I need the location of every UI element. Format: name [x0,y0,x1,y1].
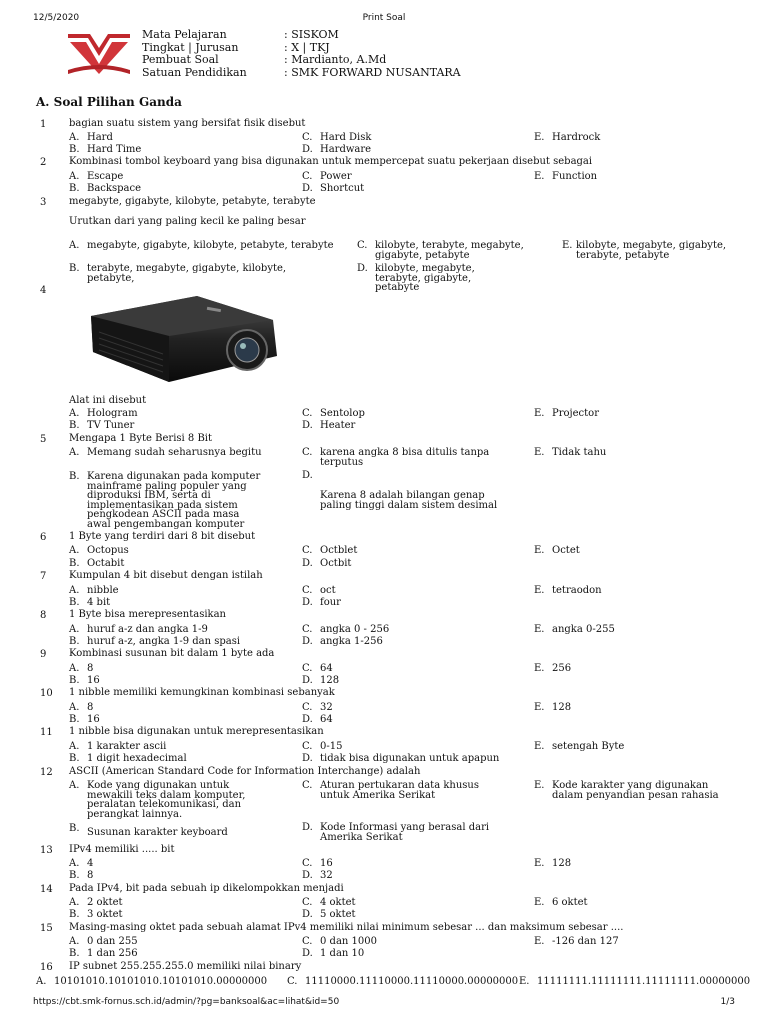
option-d[interactable]: D. angka 1-256 [302,636,383,647]
option-b[interactable]: B. terabyte, megabyte, gigabyte, kilobyte, petabyte, [69,263,287,284]
question-text: 1 Byte yang terdiri dari 8 bit disebut [69,531,256,542]
option-b[interactable]: B. Susunan karakter keyboard [69,823,228,838]
question-number: 14 [40,884,53,895]
option-d[interactable]: D. tidak bisa digunakan untuk apapun [302,753,500,764]
option-a[interactable]: A. Kode yang digunakan untuk mewakili teks dalam komputer, peralatan telekomunikasi, dan perangkat lainnya. [69,780,246,820]
option-e[interactable]: E. Kode karakter yang digunakan dalam penyandian pesan rahasia [534,780,719,801]
question-number: 12 [40,767,53,778]
question-number: 2 [40,157,47,168]
question-number: 4 [40,285,47,296]
option-d[interactable]: D. [302,470,313,481]
option-d-text: Karena 8 adalah bilangan genap paling tinggi dalam sistem desimal [320,490,498,511]
option-e[interactable]: E. Hardrock [534,132,601,143]
question-number: 16 [40,962,53,973]
page-number: 1/3 [720,997,735,1007]
option-c[interactable]: C. kilobyte, terabyte, megabyte, gigabyte, petabyte [357,240,524,261]
question-number: 7 [40,571,47,582]
option-e[interactable]: E. tetraodon [534,585,602,596]
section-title: A. Soal Pilihan Ganda [36,95,182,109]
option-e[interactable]: E. 256 [534,663,572,674]
question-text: megabyte, gigabyte, kilobyte, petabyte, terabyte [69,196,316,207]
option-e[interactable]: E. Tidak tahu [534,447,607,458]
option-d[interactable]: D. 64 [302,714,333,725]
question-number: 15 [40,923,53,934]
projector-image [77,290,289,388]
option-a[interactable]: A. 1 karakter ascii [69,741,167,752]
option-c[interactable]: C. 4 oktet [302,897,356,908]
option-c[interactable]: C. Aturan pertukaran data khusus untuk Amerika Serikat [302,780,479,801]
question-number: 13 [40,845,53,856]
option-b[interactable]: B. 3 oktet [69,909,123,920]
option-b[interactable]: B. 4 bit [69,597,111,608]
print-date: 12/5/2020 [33,13,80,23]
option-b[interactable]: B. huruf a-z, angka 1-9 dan spasi [69,636,241,647]
option-d[interactable]: D. Kode Informasi yang berasal dari Amerika Serikat [302,822,490,843]
question-text: ASCII (American Standard Code for Information Interchange) adalah [69,766,421,777]
question-text: Pada IPv4, bit pada sebuah ip dikelompokkan menjadi [69,883,344,894]
option-a[interactable]: A. 4 [69,858,94,869]
option-a[interactable]: A. megabyte, gigabyte, kilobyte, petabyte, terabyte [69,240,334,251]
option-a[interactable]: A. Hologram [69,408,138,419]
question-text: Masing-masing oktet pada sebuah alamat IPv4 memiliki nilai minimum sebesar ... dan maksimum sebesar .... [69,922,624,933]
question-number: 10 [40,688,53,699]
option-e[interactable]: E. Octet [534,545,580,556]
option-d[interactable]: D. 128 [302,675,340,686]
option-e[interactable]: E. 11111111.11111111.11111111.00000000 [519,976,751,987]
question-text: 1 Byte bisa merepresentasikan [69,609,226,620]
option-b[interactable]: B. Hard Time [69,144,142,155]
option-a[interactable]: A. Octopus [69,545,129,556]
question-text: Kumpulan 4 bit disebut dengan istilah [69,570,263,581]
option-d[interactable]: D. Shortcut [302,183,365,194]
question-number: 11 [40,727,53,738]
option-d[interactable]: D. Hardware [302,144,372,155]
option-a[interactable]: A. Memang sudah seharusnya begitu [69,447,262,458]
option-e[interactable]: E. Function [534,171,598,182]
question-text: bagian suatu sistem yang bersifat fisik disebut [69,118,306,129]
option-a[interactable]: A. 10101010.10101010.10101010.00000000 [36,976,268,987]
option-a[interactable]: A. Escape [69,171,124,182]
option-d[interactable]: D. 5 oktet [302,909,356,920]
option-c[interactable]: C. Octblet [302,545,358,556]
question-text: 1 nibble bisa digunakan untuk merepresentasikan [69,726,324,737]
option-a[interactable]: A. nibble [69,585,119,596]
question-number: 5 [40,434,47,445]
option-d[interactable]: D. 32 [302,870,333,881]
option-e[interactable]: E. 128 [534,858,572,869]
question-number: 6 [40,532,47,543]
school-logo [66,30,132,78]
question-text: Kombinasi tombol keyboard yang bisa digunakan untuk mempercepat suatu pekerjaan disebut sebagai [69,156,593,167]
option-d[interactable]: D. four [302,597,341,608]
option-a[interactable]: A. huruf a-z dan angka 1-9 [69,624,208,635]
question-number: 3 [40,197,47,208]
option-e[interactable]: E. 6 oktet [534,897,588,908]
option-b[interactable]: B. 1 dan 256 [69,948,138,959]
question-text: Alat ini disebut [69,395,147,406]
option-a[interactable]: A. 2 oktet [69,897,123,908]
option-b[interactable]: B. 16 [69,675,100,686]
option-d[interactable]: D. kilobyte, megabyte, terabyte, gigabyte, petabyte [357,263,475,294]
option-c[interactable]: C. karena angka 8 bisa ditulis tanpa terputus [302,447,490,468]
option-d[interactable]: D. Heater [302,420,356,431]
option-d[interactable]: D. Octbit [302,558,352,569]
option-c[interactable]: C. 0-15 [302,741,343,752]
option-b[interactable]: B. Octabit [69,558,125,569]
option-d[interactable]: D. 1 dan 10 [302,948,365,959]
option-b[interactable]: B. 16 [69,714,100,725]
option-c[interactable]: C. Sentolop [302,408,365,419]
option-b[interactable]: B. 8 [69,870,94,881]
option-b[interactable]: B. 1 digit hexadecimal [69,753,187,764]
option-c[interactable]: C. 0 dan 1000 [302,936,377,947]
page-url: https://cbt.smk-fornus.sch.id/admin/?pg=banksoal&ac=lihat&id=50 [33,997,340,1007]
option-a[interactable]: A. 8 [69,702,94,713]
option-e[interactable]: E. -126 dan 127 [534,936,619,947]
option-a[interactable]: A. 8 [69,663,94,674]
print-title: Print Soal [362,13,406,23]
option-c[interactable]: C. 11110000.11110000.11110000.00000000 [287,976,519,987]
option-b[interactable]: B. Karena digunakan pada komputer mainframe paling populer yang diproduksi IBM, serta di implementasikan pada sistem pengkodean ASCII pada masa awal pengembangan komputer [69,471,261,530]
option-c[interactable]: C. angka 0 - 256 [302,624,390,635]
option-b[interactable]: B. TV Tuner [69,420,135,431]
question-number: 1 [40,119,47,130]
option-e[interactable]: E. setengah Byte [534,741,625,752]
question-text: Kombinasi susunan bit dalam 1 byte ada [69,648,275,659]
option-e[interactable]: E. 128 [534,702,572,713]
question-text: IP subnet 255.255.255.0 memiliki nilai binary [69,961,302,972]
option-a[interactable]: A. 0 dan 255 [69,936,138,947]
option-c[interactable]: C. 64 [302,663,333,674]
question-text: 1 nibble memiliki kemungkinan kombinasi sebanyak [69,687,335,698]
option-c[interactable]: C. Hard Disk [302,132,372,143]
question-text: IPv4 memiliki ..... bit [69,844,175,855]
question-number: 8 [40,610,47,621]
option-c[interactable]: C. 16 [302,858,333,869]
question-text: Mengapa 1 Byte Berisi 8 Bit [69,433,213,444]
option-e[interactable]: E. Projector [534,408,599,419]
option-b[interactable]: B. Backspace [69,183,141,194]
question-number: 9 [40,649,47,660]
option-c[interactable]: C. Power [302,171,352,182]
option-e[interactable]: E. angka 0-255 [534,624,615,635]
question-subtext: Urutkan dari yang paling kecil ke paling besar [69,216,306,227]
option-e[interactable]: E. kilobyte, megabyte, gigabyte, terabyte, petabyte [562,240,727,261]
option-a[interactable]: A. Hard [69,132,113,143]
option-c[interactable]: C. 32 [302,702,333,713]
option-c[interactable]: C. oct [302,585,336,596]
exam-info: Mata Pelajaran : SISKOM Tingkat | Jurusan : X | TKJ Pembuat Soal : Mardianto, A.Md Satuan Pendidikan : SMK FORWARD NUSANTARA [142,28,461,79]
